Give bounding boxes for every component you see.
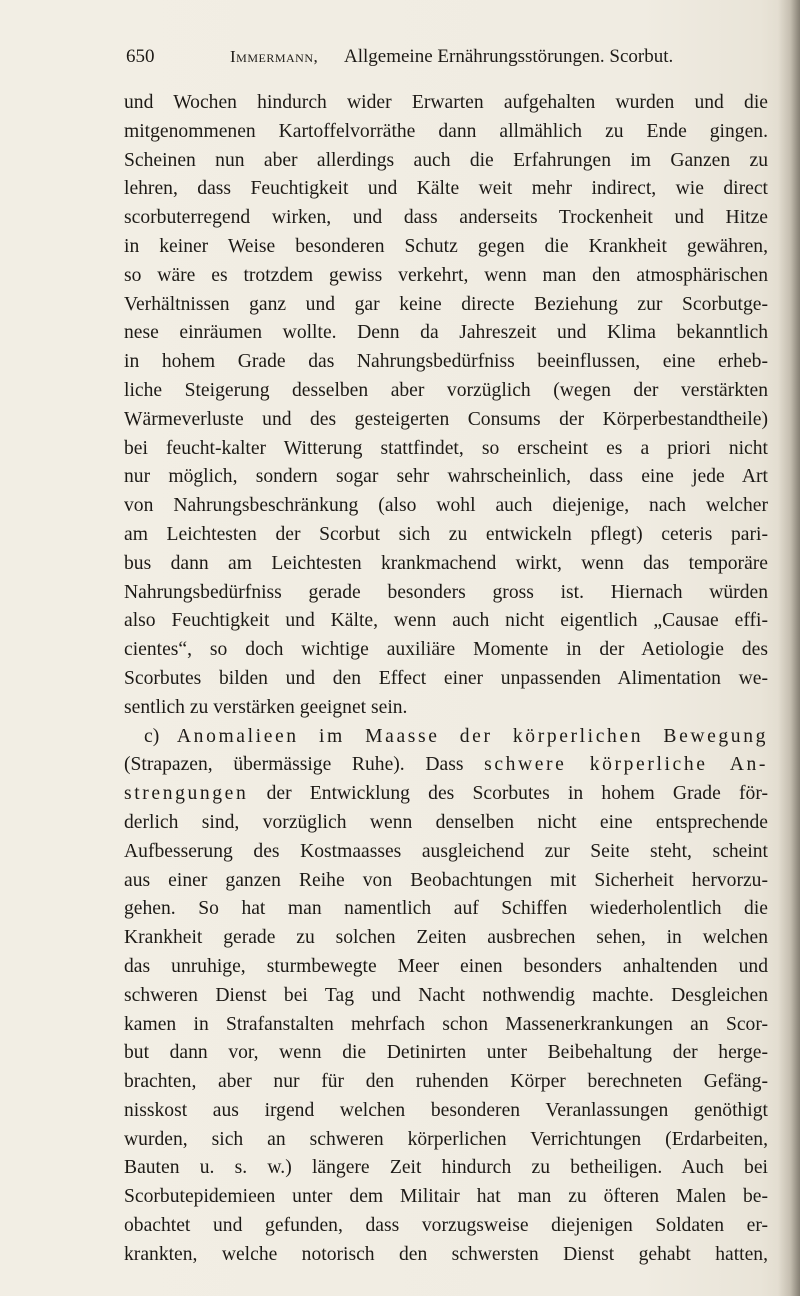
spaced-emphasis: strengungen (124, 783, 249, 805)
text-line: und Wochen hindurch wider Erwarten aufgehalten wurden und die (124, 92, 768, 113)
text-line: Scorbutes bilden und den Effect einer unpassenden Alimentation we- (124, 667, 768, 689)
text-line: kamen in Strafanstalten mehrfach schon Massenerkrankungen an Scor- (124, 1013, 768, 1035)
text-line: krankten, welche notorisch den schwersten Dienst gehabt hatten, (124, 1243, 768, 1265)
text-line: Verhältnissen ganz und gar keine directe Beziehung zur Scorbutge- (124, 293, 768, 315)
page-number: 650 (126, 46, 155, 67)
body-text (124, 89, 768, 1270)
text-line: nisskost aus irgend welchen besonderen Veranlassungen genöthigt (124, 1099, 768, 1121)
text-line: brachten, aber nur für den ruhenden Körper berechneten Gefäng- (124, 1071, 768, 1093)
text-line: liche Steigerung desselben aber vorzüglich (wegen der verstärkten (124, 379, 768, 401)
section-heading-spaced: Anomalieen im Maasse der körperlichen Bewegung (176, 725, 768, 747)
text-line: bei feucht-kalter Witterung stattfindet, so erscheint es a priori nicht (124, 437, 768, 459)
text-line: cientes“, so doch wichtige auxiliäre Momente in der Aetiologie des (124, 639, 768, 661)
text-line (124, 780, 768, 809)
text-line: Scorbutepidemieen unter dem Militair hat man zu öfteren Malen be- (124, 1186, 768, 1208)
text-line: lehren, dass Feuchtigkeit und Kälte weit mehr indirect, wie direct (124, 178, 768, 200)
text-line: nese einräumen wollte. Denn da Jahreszeit und Klima bekanntlich (124, 322, 768, 344)
text-line: wurden, sich an schweren körperlichen Verrichtungen (Erdarbeiten, (124, 1128, 768, 1150)
spaced-emphasis: schwere körperliche An- (484, 754, 768, 776)
text-line: aus einer ganzen Reihe von Beobachtungen mit Sicherheit hervorzu- (124, 869, 768, 891)
text-line: sentlich zu verstärken geeignet sein. (124, 696, 408, 718)
text-line: Wärmeverluste und des gesteigerten Consums der Körperbestandtheile) (124, 408, 768, 430)
text-line: nur möglich, sondern sogar sehr wahrscheinlich, dass eine jede Art (124, 466, 768, 488)
text-line: derlich sind, vorzüglich wenn denselben nicht eine entsprechende (124, 811, 768, 833)
text-line: gehen. So hat man namentlich auf Schiffen wiederholentlich die (124, 898, 768, 920)
running-head-title: Allgemeine Ernährungsstörungen. Scorbut. (344, 46, 674, 67)
page-edge-shadow (778, 0, 800, 1296)
section-heading-line (124, 723, 768, 752)
text-line: also Feuchtigkeit und Kälte, wenn auch nicht eigentlich „Causae effi- (124, 610, 768, 632)
text-line: das unruhige, sturmbewegte Meer einen besonders anhaltenden und (124, 955, 768, 977)
text-line: am Leichtesten der Scorbut sich zu entwickeln pflegt) ceteris pari- (124, 523, 768, 545)
text-line: mitgenommenen Kartoffelvorräthe dann allmählich zu Ende gingen. (124, 120, 768, 142)
text-line: von Nahrungsbeschränkung (also wohl auch diejenige, nach welcher (124, 495, 768, 517)
text-line: in hohem Grade das Nahrungsbedürfniss beeinflussen, eine erheb- (124, 351, 768, 373)
text-line: Scheinen nun aber allerdings auch die Erfahrungen im Ganzen zu (124, 149, 768, 171)
text-line: Bauten u. s. w.) längere Zeit hindurch zu betheiligen. Auch bei (124, 1157, 768, 1179)
running-head (126, 44, 766, 74)
text-line: but dann vor, wenn die Detinirten unter Beibehaltung der herge- (124, 1042, 768, 1064)
text-line: Nahrungsbedürfniss gerade besonders gross ist. Hiernach würden (124, 581, 768, 603)
running-head-author: Immermann, (230, 47, 319, 66)
text-line: Aufbesserung des Kostmaasses ausgleichend zur Seite steht, scheint (124, 840, 768, 862)
text-line: Krankheit gerade zu solchen Zeiten ausbrechen sehen, in welchen (124, 927, 768, 949)
text-line: schweren Dienst bei Tag und Nacht nothwendig machte. Desgleichen (124, 984, 768, 1006)
text-line (124, 751, 768, 780)
text-line: scorbuterregend wirken, und dass anderseits Trockenheit und Hitze (124, 207, 768, 229)
section-label: c) (144, 725, 177, 747)
text-fragment: der Entwicklung des Scorbutes in hohem Grade för- (248, 783, 768, 805)
text-fragment: (Strapazen, übermässige Ruhe). Dass (124, 754, 485, 776)
text-line: obachtet und gefunden, dass vorzugsweise diejenigen Soldaten er- (124, 1215, 768, 1237)
text-line: bus dann am Leichtesten krankmachend wirkt, wenn das temporäre (124, 552, 768, 574)
text-line: so wäre es trotzdem gewiss verkehrt, wenn man den atmosphärischen (124, 264, 768, 286)
text-line: in keiner Weise besonderen Schutz gegen die Krankheit gewähren, (124, 235, 768, 257)
